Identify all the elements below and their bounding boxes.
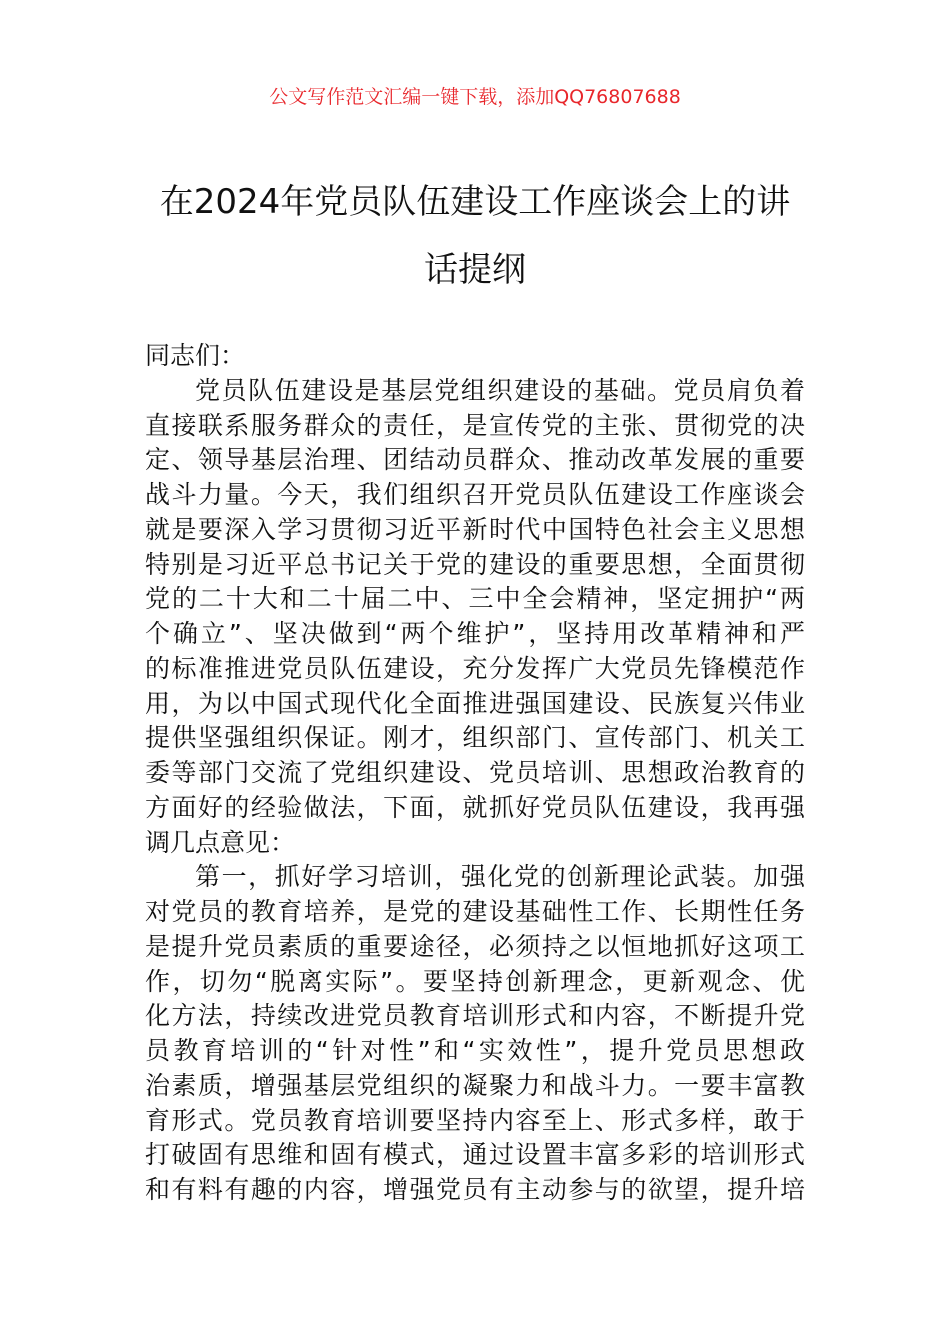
- text-line: 战斗力量。今天，我们组织召开党员队伍建设工作座谈会: [145, 480, 805, 509]
- text-line: 党的二十大和二十届二中、三中全会精神，坚定拥护“两: [145, 584, 805, 614]
- text-line: 治素质，增强基层党组织的凝聚力和战斗力。一要丰富教: [145, 1070, 805, 1100]
- download-watermark: 公文写作范文汇编一键下载，添加QQ76807688: [269, 86, 681, 108]
- text-line: 定、领导基层治理、团结动员群众、推动改革发展的重要: [145, 445, 805, 475]
- text-line: 员教育培训的“针对性”和“实效性”，提升党员思想政: [145, 1036, 805, 1065]
- text-line: 个确立”、坚决做到“两个维护”，坚持用改革精神和严: [145, 619, 805, 648]
- text-line: 调几点意见：: [145, 827, 296, 857]
- text-line: 党员队伍建设是基层党组织建设的基础。党员肩负着: [195, 375, 805, 405]
- document-title-line-2: 话提纲: [424, 250, 526, 290]
- salutation: 同志们：: [145, 341, 246, 370]
- text-line: 的标准推进党员队伍建设，充分发挥广大党员先锋模范作: [145, 653, 805, 683]
- text-line: 化方法，持续改进党员教育培训形式和内容，不断提升党: [145, 1001, 805, 1031]
- document-body: [145, 339, 805, 1208]
- text-line: 是提升党员素质的重要途径，必须持之以恒地抓好这项工: [145, 931, 805, 961]
- text-line: 特别是习近平总书记关于党的建设的重要思想，全面贯彻: [145, 549, 805, 579]
- text-line: 打破固有思维和固有模式，通过设置丰富多彩的培训形式: [145, 1140, 805, 1170]
- text-line: 方面好的经验做法，下面，就抓好党员队伍建设，我再强: [145, 792, 805, 822]
- text-line: 直接联系服务群众的责任，是宣传党的主张、贯彻党的决: [145, 410, 805, 440]
- text-line: 对党员的教育培养，是党的建设基础性工作、长期性任务: [145, 897, 805, 926]
- text-line: 就是要深入学习贯彻习近平新时代中国特色社会主义思想: [145, 514, 805, 544]
- text-line: 委等部门交流了党组织建设、党员培训、思想政治教育的: [145, 758, 805, 787]
- section-heading-line: 第一，抓好学习培训，强化党的创新理论武装。加强: [195, 862, 805, 892]
- text-line: 提供坚强组织保证。刚才，组织部门、宣传部门、机关工: [145, 723, 805, 753]
- text-line: 和有料有趣的内容，增强党员有主动参与的欲望，提升培: [145, 1175, 805, 1204]
- document-title-line-1: 在2024年党员队伍建设工作座谈会上的讲: [159, 182, 791, 222]
- text-line: 用，为以中国式现代化全面推进强国建设、民族复兴伟业: [145, 688, 805, 718]
- text-line: 育形式。党员教育培训要坚持内容至上、形式多样，敢于: [145, 1105, 805, 1135]
- text-line: 作，切勿“脱离实际”。要坚持创新理念，更新观念、优: [145, 966, 805, 996]
